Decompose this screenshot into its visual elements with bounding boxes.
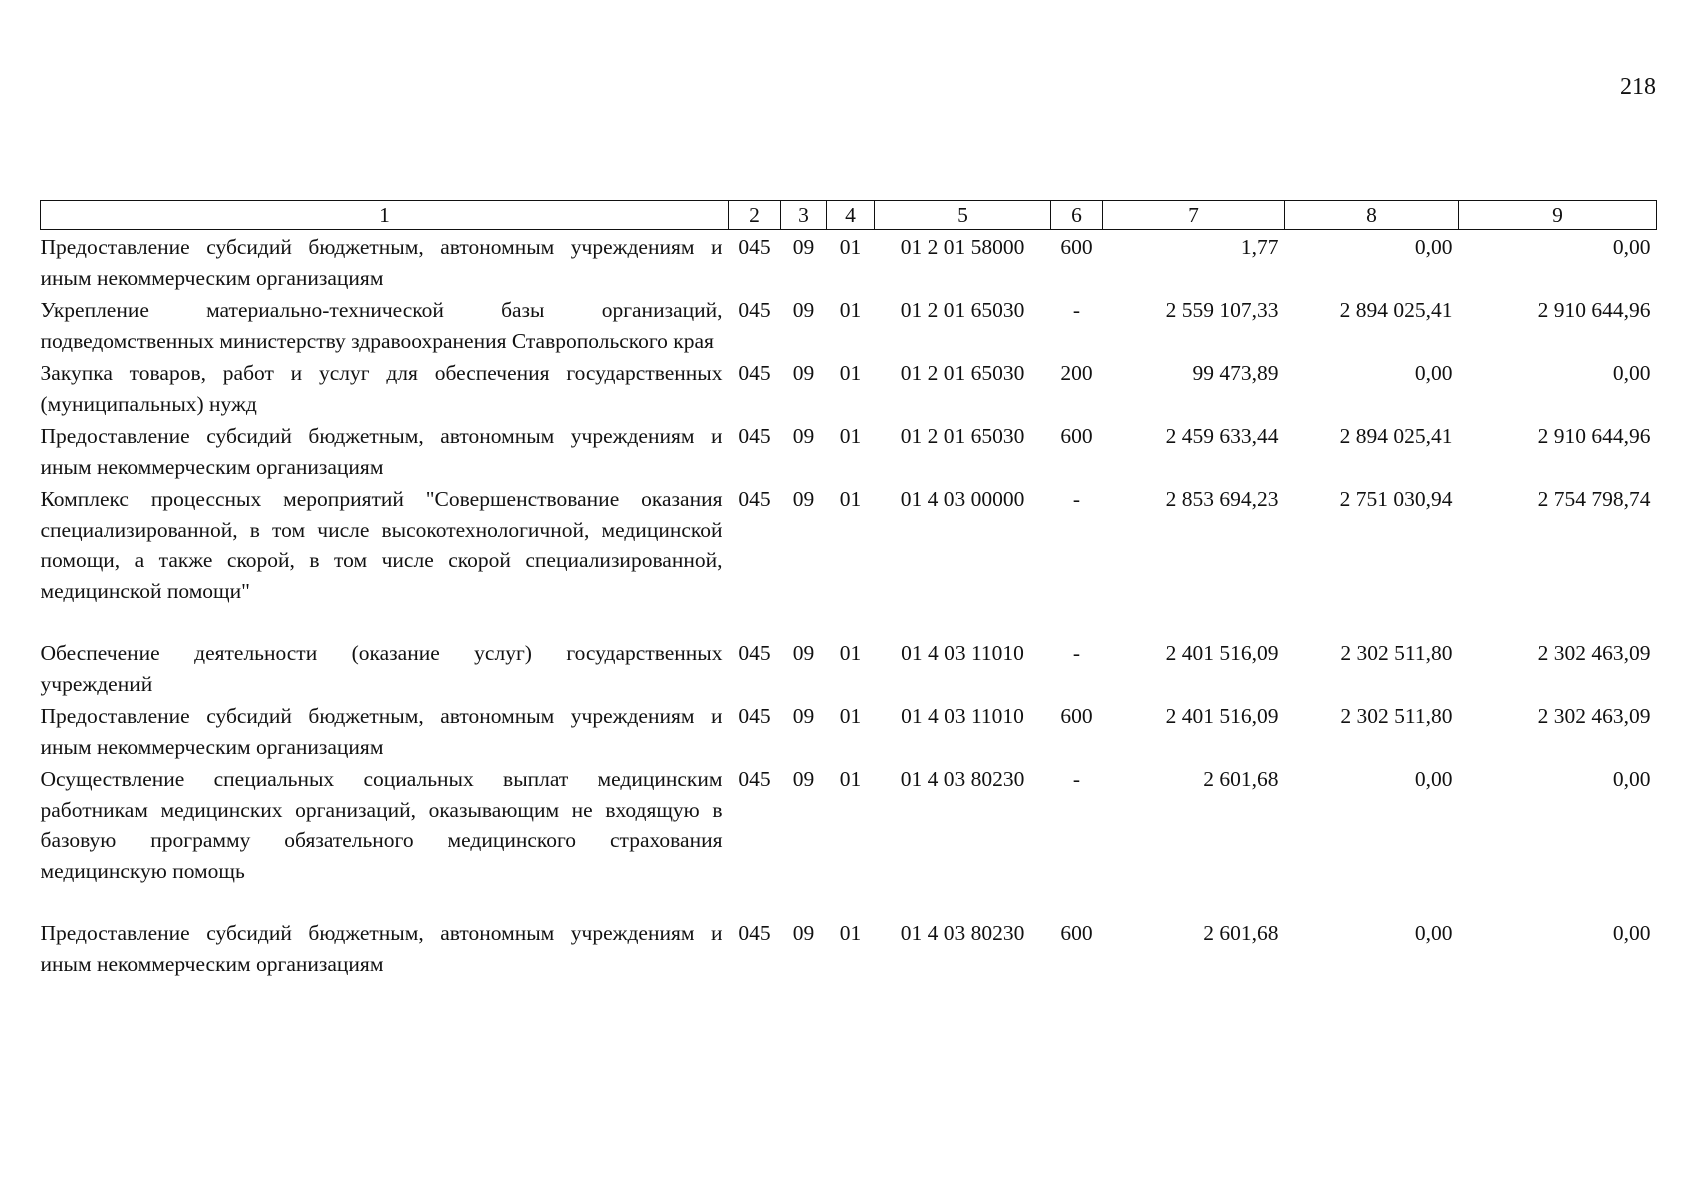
header-col-9: 9	[1459, 201, 1657, 230]
cell-subsection: 01	[839, 704, 862, 728]
cell-amount-col7: 2 601,68	[1203, 921, 1279, 945]
cell-amount-col8: 2 302 511,80	[1340, 641, 1453, 665]
cell-expense-type: -	[1072, 641, 1081, 665]
cell-amount-col7: 2 401 516,09	[1165, 641, 1279, 665]
table-row	[41, 762, 1657, 886]
cell-amount-col8: 2 302 511,80	[1340, 704, 1453, 728]
budget-table	[40, 200, 1657, 979]
cell-section: 09	[792, 298, 815, 322]
cell-subsection: 01	[839, 921, 862, 945]
cell-expense-type: 600	[1060, 921, 1093, 945]
page-number: 218	[1620, 74, 1656, 100]
cell-target-article: 01 4 03 80230	[900, 921, 1025, 945]
cell-amount-col9: 0,00	[1612, 767, 1651, 791]
table-row	[41, 419, 1657, 482]
cell-expense-type: 600	[1060, 424, 1093, 448]
row-name: Осуществление специальных социальных выплат медицинским работникам медицинских организаций, оказывающим не входящую в базовую программу обязательного медицинского страхования медицинскую помощь	[40, 767, 723, 883]
row-name: Предоставление субсидий бюджетным, автономным учреждениям и иным некоммерческим организациям	[40, 704, 723, 759]
cell-amount-col9: 2 302 463,09	[1537, 704, 1651, 728]
cell-ministry: 045	[738, 767, 771, 791]
cell-amount-col9: 0,00	[1612, 361, 1651, 385]
row-spacer	[41, 606, 1657, 636]
cell-amount-col7: 2 459 633,44	[1165, 424, 1279, 448]
cell-section: 09	[792, 487, 815, 511]
cell-section: 09	[792, 767, 815, 791]
cell-expense-type: -	[1072, 767, 1081, 791]
cell-section: 09	[792, 235, 815, 259]
cell-ministry: 045	[738, 921, 771, 945]
header-col-2: 2	[729, 201, 781, 230]
cell-subsection: 01	[839, 298, 862, 322]
cell-target-article: 01 2 01 65030	[900, 361, 1025, 385]
cell-amount-col9: 2 910 644,96	[1537, 298, 1651, 322]
table-row	[41, 356, 1657, 419]
cell-amount-col8: 2 751 030,94	[1339, 487, 1453, 511]
cell-subsection: 01	[839, 235, 862, 259]
cell-ministry: 045	[738, 487, 771, 511]
header-col-3: 3	[781, 201, 827, 230]
cell-section: 09	[792, 921, 815, 945]
table-row	[41, 699, 1657, 762]
cell-ministry: 045	[738, 298, 771, 322]
table-row	[41, 916, 1657, 979]
cell-section: 09	[792, 704, 815, 728]
cell-amount-col7: 99 473,89	[1192, 361, 1279, 385]
cell-amount-col9: 0,00	[1612, 921, 1651, 945]
row-name: Предоставление субсидий бюджетным, автономным учреждениям и иным некоммерческим организациям	[40, 235, 723, 290]
cell-target-article: 01 2 01 58000	[900, 235, 1025, 259]
row-name: Предоставление субсидий бюджетным, автономным учреждениям и иным некоммерческим организациям	[40, 424, 723, 479]
cell-amount-col7: 2 559 107,33	[1165, 298, 1279, 322]
cell-ministry: 045	[738, 424, 771, 448]
cell-amount-col8: 0,00	[1414, 921, 1453, 945]
table-row	[41, 230, 1657, 294]
cell-amount-col8: 0,00	[1414, 235, 1453, 259]
cell-expense-type: 600	[1060, 235, 1093, 259]
table-row	[41, 293, 1657, 356]
cell-ministry: 045	[738, 641, 771, 665]
cell-expense-type: 200	[1060, 361, 1093, 385]
cell-subsection: 01	[839, 641, 862, 665]
cell-expense-type: -	[1072, 487, 1081, 511]
table-row	[41, 636, 1657, 699]
cell-target-article: 01 4 03 80230	[900, 767, 1025, 791]
row-name: Обеспечение деятельности (оказание услуг) государственных учреждений	[40, 641, 723, 696]
row-name: Предоставление субсидий бюджетным, автономным учреждениям и иным некоммерческим организациям	[40, 921, 723, 976]
cell-target-article: 01 4 03 11010	[901, 704, 1024, 728]
header-col-8: 8	[1285, 201, 1459, 230]
header-col-7: 7	[1103, 201, 1285, 230]
header-col-5: 5	[875, 201, 1051, 230]
cell-amount-col9: 2 754 798,74	[1537, 487, 1651, 511]
cell-ministry: 045	[738, 704, 771, 728]
row-name: Закупка товаров, работ и услуг для обеспечения государственных (муниципальных) нужд	[40, 361, 723, 416]
cell-amount-col7: 2 401 516,09	[1165, 704, 1279, 728]
cell-amount-col8: 2 894 025,41	[1339, 298, 1453, 322]
cell-target-article: 01 2 01 65030	[900, 424, 1025, 448]
cell-subsection: 01	[839, 487, 862, 511]
header-row	[41, 201, 1657, 230]
cell-amount-col8: 0,00	[1414, 361, 1453, 385]
cell-section: 09	[792, 641, 815, 665]
row-name: Комплекс процессных мероприятий "Совершенствование оказания специализированной, в том числе высокотехнологичной, медицинской помощи, а также скорой, в том числе скорой специализированной, медицинской помощи"	[40, 487, 723, 603]
cell-target-article: 01 4 03 11010	[901, 641, 1024, 665]
cell-subsection: 01	[839, 767, 862, 791]
cell-target-article: 01 4 03 00000	[900, 487, 1025, 511]
cell-ministry: 045	[738, 361, 771, 385]
table-row	[41, 482, 1657, 606]
cell-amount-col7: 2 853 694,23	[1165, 487, 1279, 511]
cell-amount-col8: 2 894 025,41	[1339, 424, 1453, 448]
cell-amount-col8: 0,00	[1414, 767, 1453, 791]
header-col-1: 1	[41, 201, 729, 230]
cell-subsection: 01	[839, 424, 862, 448]
row-name: Укрепление материально-технической базы организаций, подведомственных министерству здравоохранения Ставропольского края	[40, 298, 723, 353]
cell-section: 09	[792, 361, 815, 385]
cell-amount-col9: 2 910 644,96	[1537, 424, 1651, 448]
cell-amount-col7: 1,77	[1240, 235, 1279, 259]
cell-expense-type: 600	[1060, 704, 1093, 728]
header-col-6: 6	[1051, 201, 1103, 230]
row-spacer	[41, 886, 1657, 916]
cell-amount-col7: 2 601,68	[1203, 767, 1279, 791]
cell-subsection: 01	[839, 361, 862, 385]
cell-expense-type: -	[1072, 298, 1081, 322]
header-col-4: 4	[827, 201, 875, 230]
cell-section: 09	[792, 424, 815, 448]
cell-target-article: 01 2 01 65030	[900, 298, 1025, 322]
cell-amount-col9: 0,00	[1612, 235, 1651, 259]
cell-amount-col9: 2 302 463,09	[1537, 641, 1651, 665]
cell-ministry: 045	[738, 235, 771, 259]
